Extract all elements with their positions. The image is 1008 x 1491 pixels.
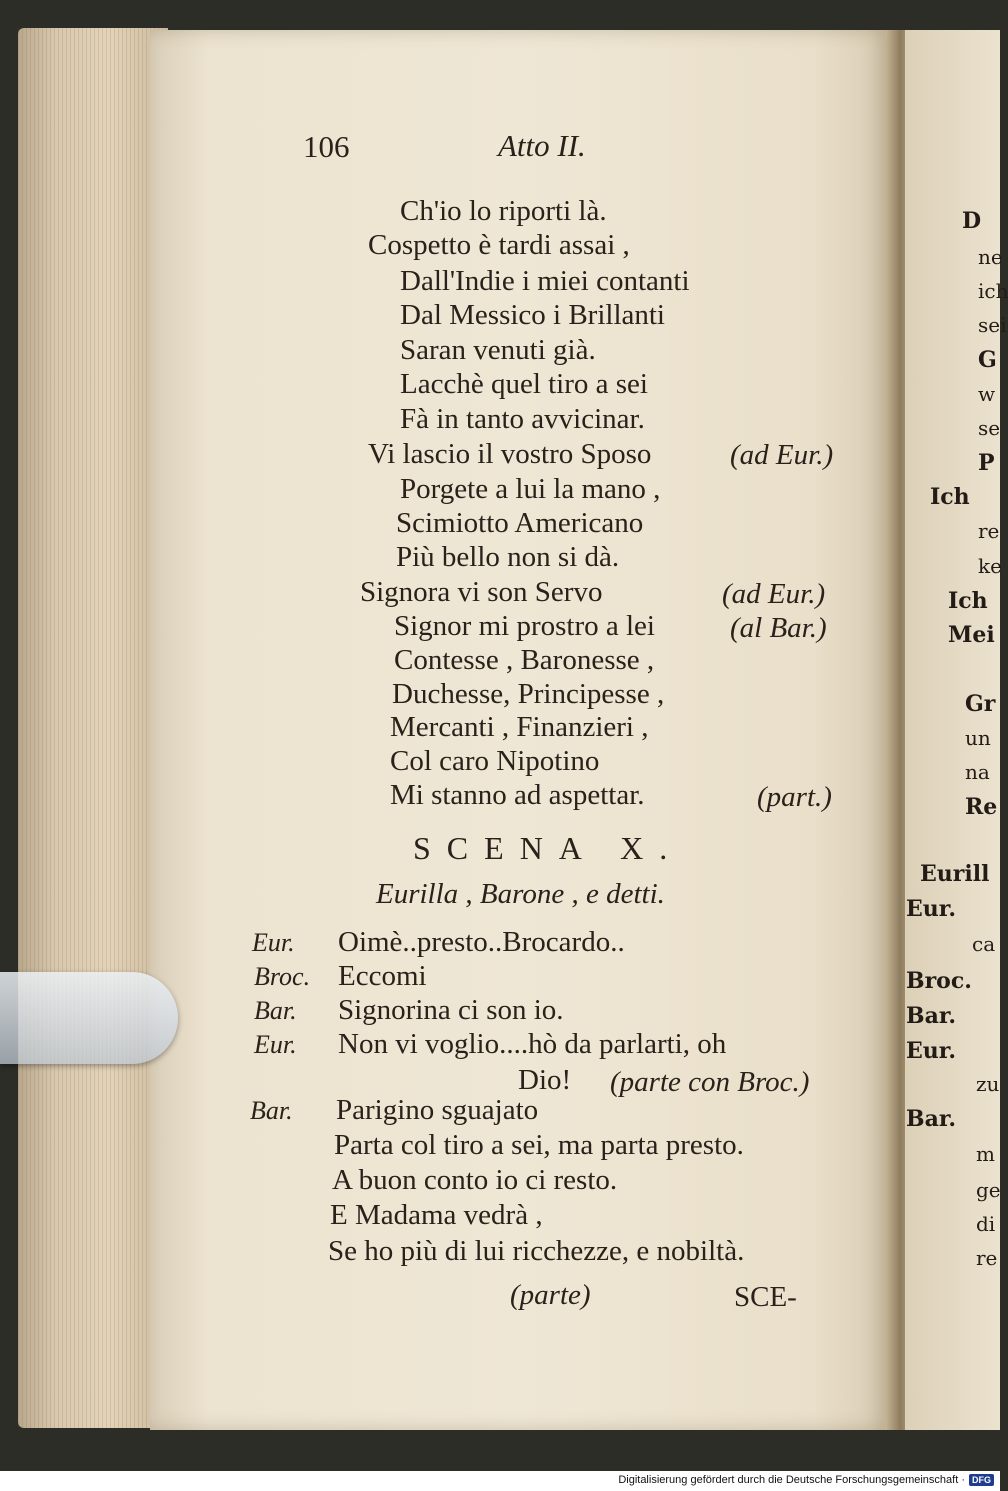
facing-page-text: Ich [930,484,970,510]
facing-page-text: w [978,382,996,406]
stage-direction: (al Bar.) [730,612,827,644]
facing-page-text: Re [965,794,998,820]
verse-line: Contesse , Baronesse , [394,644,655,676]
facing-page-text: Mei [948,622,995,648]
verse-line: Saran venuti già. [400,334,596,366]
dialogue-line: Non vi voglio....hò da parlarti, oh [338,1028,727,1060]
facing-page-text: P [978,450,995,476]
stage-direction: (parte) [510,1279,591,1311]
facing-page-text: ich [978,279,1008,303]
page-clip [0,972,178,1064]
facing-page-text: na [965,760,990,784]
facing-page-text: zu [976,1072,1000,1096]
facing-page-text: Gr [965,691,996,717]
verse-line: Cospetto è tardi assai , [368,229,630,261]
facing-page-text: Eurill [920,861,990,887]
verse-line: Porgete a lui la mano , [400,473,661,505]
facing-page-text: ca [972,932,996,956]
scene-title: SCENA X. [413,830,684,866]
digitization-credit [618,1474,994,1486]
verse-line: Mercanti , Finanzieri , [390,711,649,743]
dialogue-line: Parigino sguajato [336,1094,539,1126]
facing-page-text: Eur. [906,896,956,922]
verse-line: Vi lascio il vostro Sposo [368,438,652,470]
dialogue-line: Oimè..presto..Brocardo.. [338,926,625,958]
facing-page-text: Ich [948,588,988,614]
dialogue-line: Dio! [518,1064,572,1096]
verse-line: Col caro Nipotino [390,745,600,777]
facing-page-text: Eur. [906,1038,956,1064]
stage-direction: (ad Eur.) [730,439,834,471]
dialogue-line: A buon conto io ci resto. [332,1164,618,1196]
verse-line: Scimiotto Americano [396,507,644,539]
verse-line: Signora vi son Servo [360,576,603,608]
facing-page-text: re [978,519,1000,543]
dialogue-line: Parta col tiro a sei, ma parta presto. [334,1129,744,1161]
verse-line: Dal Messico i Brillanti [400,299,665,331]
facing-page-text: ne [978,245,1003,269]
stage-direction: (ad Eur.) [722,578,826,610]
dialogue-line: Se ho più di lui ricchezze, e nobiltà. [328,1235,745,1267]
facing-page-text: re [976,1246,998,1270]
dialogue-line: Signorina ci son io. [338,994,564,1026]
credit-text: Digitalisierung gefördert durch die Deutsche Forschungsgemeinschaft · [618,1474,965,1486]
speaker-label: Eur. [252,928,295,957]
speaker-label: Bar. [254,996,297,1025]
facing-page-text: D [962,208,982,234]
verse-line: Fà in tanto avvicinar. [400,403,645,435]
verse-line: Duchesse, Principesse , [392,678,665,710]
facing-page-text: G [978,347,997,373]
catchword: SCE- [734,1281,797,1313]
book-page-edges [18,28,168,1428]
facing-page-text: un [965,726,991,750]
verse-line: Signor mi prostro a lei [394,610,655,642]
speaker-label: Bar. [250,1096,293,1125]
facing-page-text: di [976,1212,996,1236]
stage-direction: (parte con Broc.) [610,1066,810,1098]
verse-line: Dall'Indie i miei contanti [400,265,690,297]
page-number: 106 [303,129,350,164]
running-header: Atto II. [498,128,586,163]
facing-page-text: sei [978,313,1007,337]
speaker-label: Eur. [254,1030,297,1059]
verse-line: Più bello non si dà. [396,541,620,573]
scene-characters: Eurilla , Barone , e detti. [376,878,665,910]
facing-page-text: ge [976,1178,1001,1202]
verse-line: Lacchè quel tiro a sei [400,368,648,400]
verse-line: Ch'io lo riporti là. [400,195,607,227]
verse-line: Mi stanno ad aspettar. [390,779,645,811]
facing-page-text: Broc. [906,968,972,994]
facing-page-text: m [976,1142,995,1166]
facing-page-text: Bar. [906,1003,957,1029]
facing-page-text: ke [978,554,1002,578]
facing-page-text: se [978,416,1001,440]
speaker-label: Broc. [254,962,311,991]
dfg-logo: DFG [969,1474,994,1486]
stage-direction: (part.) [757,781,832,813]
facing-page-text: Bar. [906,1106,957,1132]
dialogue-line: Eccomi [338,960,427,992]
dialogue-line: E Madama vedrà , [330,1199,543,1231]
